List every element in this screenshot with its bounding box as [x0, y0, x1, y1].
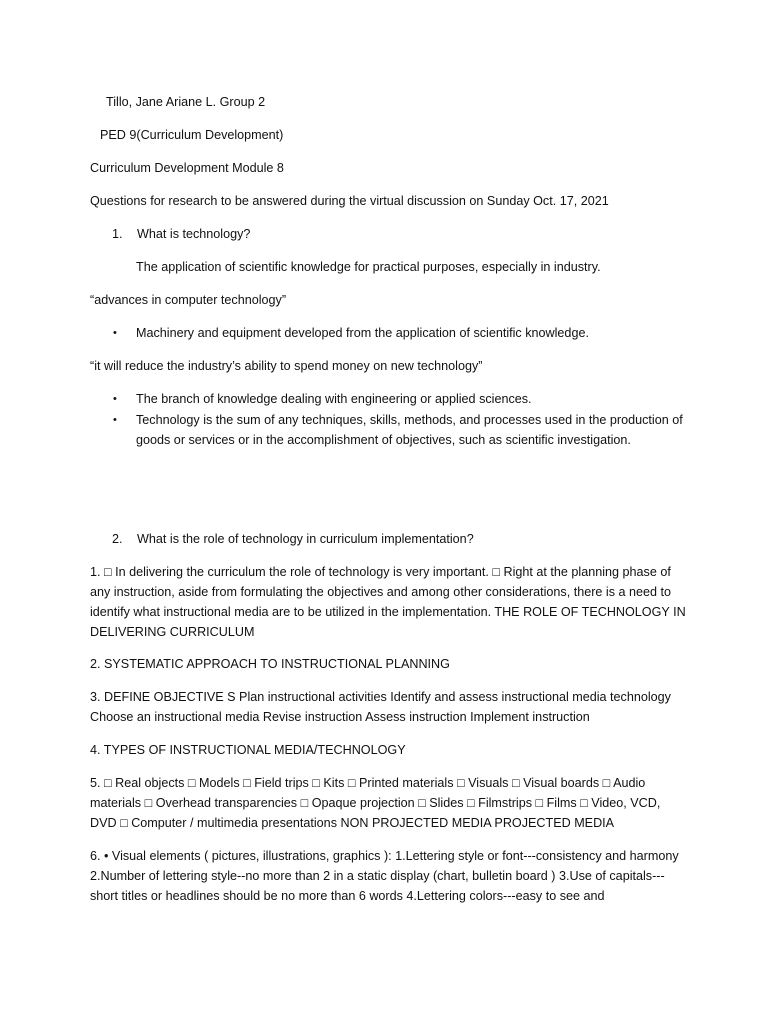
- answer-paragraph-5: 5. □ Real objects □ Models □ Field trips □ Kits □ Printed materials □ Visuals □ Visual boards □ Audio materials □ Overhead transparencies □ Opaque projection □ Slides □ Filmstrips □ Films □ Video, VCD, DVD □ Computer / multimedia presentations NON PROJECTED MEDIA PROJECTED MEDIA: [90, 776, 661, 830]
- bullet-icon: •: [113, 327, 117, 339]
- example-quote-1: “advances in computer technology”: [90, 293, 287, 307]
- course-line: PED 9(Curriculum Development): [100, 128, 284, 142]
- bullet-text: Machinery and equipment developed from the application of scientific knowledge.: [136, 326, 589, 340]
- question-2-text: What is the role of technology in curriculum implementation?: [137, 532, 474, 546]
- bullet-text: The branch of knowledge dealing with engineering or applied sciences.: [136, 392, 532, 406]
- answer-paragraph-1: 1. □ In delivering the curriculum the role of technology is very important. □ Right at the planning phase of any instruction, aside from formulating the objectives and among other considerations, there is a need to identify what instructional media are to be utilized in the implementation. THE ROLE OF TECHNOLOGY IN DELIVERING CURRICULUM: [90, 565, 686, 639]
- module-title: Curriculum Development Module 8: [90, 161, 284, 175]
- bullet-icon: •: [113, 414, 117, 426]
- answer-paragraph-4: 4. TYPES OF INSTRUCTIONAL MEDIA/TECHNOLOGY: [90, 743, 406, 757]
- example-quote-2: “it will reduce the industry’s ability to spend money on new technology”: [90, 359, 483, 373]
- question-1-text: What is technology?: [137, 227, 251, 241]
- answer-paragraph-3: 3. DEFINE OBJECTIVE S Plan instructional activities Identify and assess instructional media technology Choose an instructional media Revise instruction Assess instruction Implement instruction: [90, 690, 671, 724]
- answer-paragraph-6: 6. • Visual elements ( pictures, illustrations, graphics ): 1.Lettering style or font---consistency and harmony 2.Number of lettering style--no more than 2 in a static display (chart, bulletin board ) 3.Use of capitals---short titles or headlines should be no more than 6 words 4.Lettering colors---easy to see and: [90, 849, 679, 903]
- answer-paragraph-2: 2. SYSTEMATIC APPROACH TO INSTRUCTIONAL PLANNING: [90, 657, 450, 671]
- bullet-text: Technology is the sum of any techniques, skills, methods, and processes used in the production of goods or services or in the accomplishment of objectives, such as scientific investigation.: [136, 413, 683, 447]
- bullet-icon: •: [113, 393, 117, 405]
- intro-line: Questions for research to be answered during the virtual discussion on Sunday Oct. 17, 2021: [90, 194, 609, 208]
- definition-text: The application of scientific knowledge for practical purposes, especially in industry.: [136, 260, 601, 274]
- question-1-number: 1.: [112, 227, 123, 241]
- question-2-number: 2.: [112, 532, 123, 546]
- author-line: Tillo, Jane Ariane L. Group 2: [106, 95, 266, 109]
